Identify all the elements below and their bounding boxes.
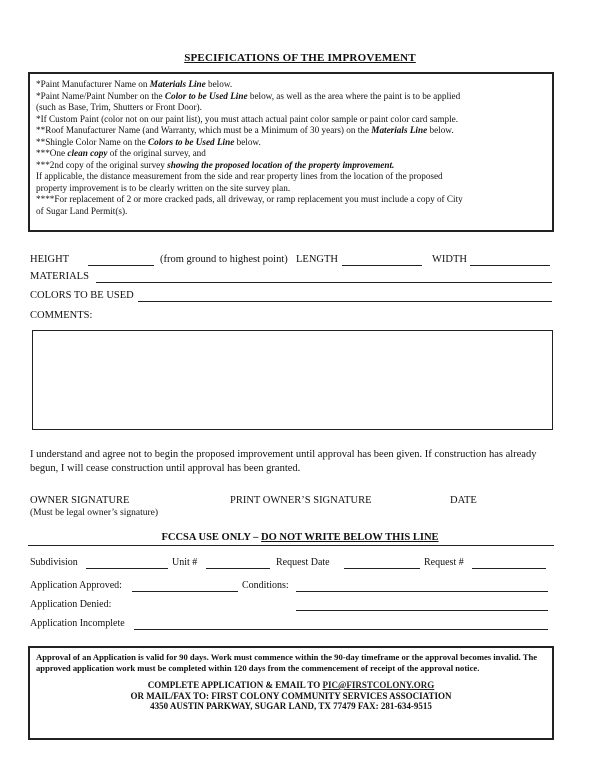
agreement-text: I understand and agree not to begin the proposed improvement until approval has been given. If construction has already begun, I will cease construction until approval has been granted.: [30, 449, 537, 474]
owner-signature-label: OWNER SIGNATURE: [30, 495, 130, 506]
unit-label: Unit #: [172, 557, 198, 568]
instruction-line: ***One clean copy of the original survey, and: [36, 148, 206, 158]
print-signature-label: PRINT OWNER’S SIGNATURE: [230, 495, 372, 506]
height-note: (from ground to highest point): [160, 254, 288, 265]
application-incomplete-field[interactable]: [134, 629, 548, 630]
instruction-line: **Roof Manufacturer Name (and Warranty, which must be a Minimum of 30 years) on the Materials Line below.: [36, 125, 454, 135]
colors-label: COLORS TO BE USED: [30, 290, 134, 301]
conditions-label: Conditions:: [242, 580, 289, 591]
page-title: SPECIFICATIONS OF THE IMPROVEMENT: [184, 52, 416, 64]
request-number-label: Request #: [424, 557, 464, 568]
owner-signature-note: (Must be legal owner’s signature): [30, 508, 159, 518]
instruction-line: *If Custom Paint (color not on our paint list), you must attach actual paint color sample or paint color card sample.: [36, 113, 459, 124]
subdivision-field[interactable]: [86, 568, 168, 569]
materials-field[interactable]: [96, 282, 552, 283]
colors-field[interactable]: [138, 301, 552, 302]
address-line: 4350 AUSTIN PARKWAY, SUGAR LAND, TX 77479 FAX: 281-634-9515: [150, 701, 432, 711]
length-field[interactable]: [342, 265, 422, 266]
instruction-line: *Paint Manufacturer Name on Materials Line below.: [36, 79, 233, 89]
application-approved-label: Application Approved:: [30, 580, 122, 591]
submission-line: COMPLETE APPLICATION & EMAIL TO PIC@FIRSTCOLONY.ORG: [147, 680, 435, 690]
instruction-line: property improvement is to be clearly written on the site survey plan.: [36, 182, 291, 193]
request-date-field[interactable]: [344, 568, 420, 569]
instruction-line: **Shingle Color Name on the Colors to be Used Line below.: [36, 136, 261, 147]
height-label: HEIGHT: [30, 254, 70, 265]
instruction-line: If applicable, the distance measurement from the side and rear property lines from the location of the proposed: [36, 171, 443, 181]
application-denied-label: Application Denied:: [30, 599, 112, 610]
divider: [28, 545, 554, 546]
height-field[interactable]: [88, 265, 154, 266]
mail-fax-line: OR MAIL/FAX TO: FIRST COLONY COMMUNITY SERVICES ASSOCIATION: [130, 690, 452, 701]
application-approved-field[interactable]: [132, 591, 238, 592]
office-use-heading: FCCSA USE ONLY – DO NOT WRITE BELOW THIS LINE: [161, 532, 439, 543]
subdivision-label: Subdivision: [30, 557, 78, 568]
width-field[interactable]: [470, 265, 550, 266]
comments-box[interactable]: [32, 330, 553, 430]
instruction-line: of Sugar Land Permit(s).: [36, 205, 128, 216]
materials-label: MATERIALS: [30, 271, 89, 282]
approval-notice-box: [28, 646, 554, 740]
length-label: LENGTH: [296, 254, 338, 265]
instructions-box: [28, 72, 554, 232]
instruction-line: (such as Base, Trim, Shutters or Front Door).: [36, 102, 202, 112]
application-incomplete-label: Application Incomplete: [30, 618, 125, 629]
instruction-line: *Paint Name/Paint Number on the Color to be Used Line below, as well as the area where the paint is to be applied: [36, 90, 461, 101]
instruction-line: ****For replacement of 2 or more cracked pads, all driveway, or ramp replacement you must include a copy of City: [36, 194, 463, 204]
comments-label: COMMENTS:: [30, 310, 93, 321]
email-link[interactable]: PIC@FIRSTCOLONY.ORG: [322, 680, 435, 690]
instruction-line: ***2nd copy of the original survey showing the proposed location of the property improvement.: [36, 159, 395, 170]
request-date-label: Request Date: [276, 557, 330, 568]
width-label: WIDTH: [432, 254, 467, 265]
unit-field[interactable]: [206, 568, 270, 569]
conditions-field-2[interactable]: [296, 610, 548, 611]
conditions-field[interactable]: [296, 591, 548, 592]
date-label: DATE: [450, 495, 477, 506]
approval-notice-text: Approval of an Application is valid for 90 days. Work must commence within the 90-day timeframe or the approval becomes invalid. The approved application work must be completed within 120 days from the commencement of receipt of the approval notice.: [36, 652, 538, 673]
request-number-field[interactable]: [472, 568, 546, 569]
